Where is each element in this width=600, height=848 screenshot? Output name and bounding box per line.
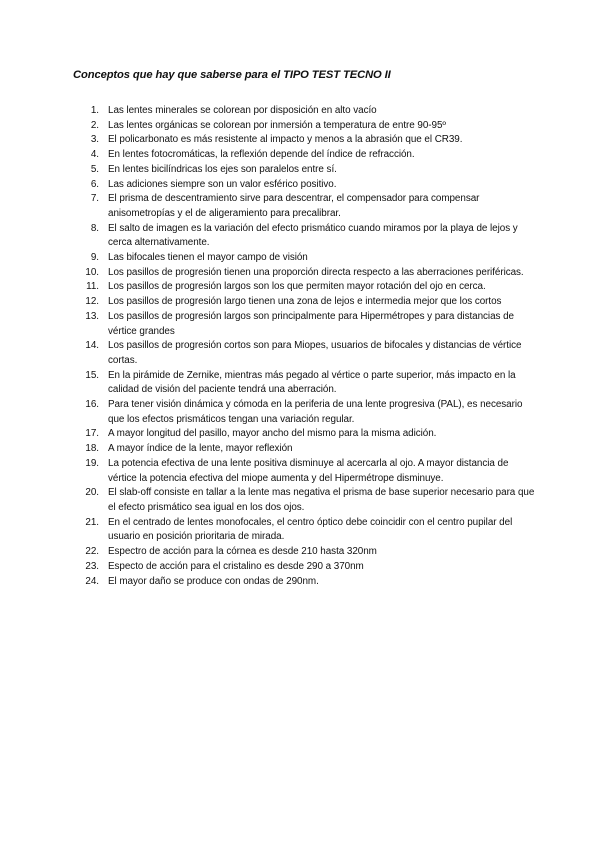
list-item — [78, 339, 538, 368]
list-item — [78, 310, 538, 339]
list-item-text: Las adiciones siempre son un valor esférico positivo. — [108, 178, 337, 190]
list-item — [78, 148, 538, 163]
list-item-text: A mayor índice de la lente, mayor reflexión — [108, 443, 293, 455]
list-item-number: 23. — [85, 560, 99, 572]
list-item — [78, 442, 538, 457]
list-item — [78, 545, 538, 560]
document-title: Conceptos que hay que saberse para el TIPO TEST TECNO II — [73, 69, 391, 81]
list-item-text: Las lentes minerales se colorean por disposición en alto vacío — [108, 105, 377, 116]
list-item-number: 13. — [85, 310, 99, 322]
list-item-number: 12. — [85, 296, 99, 308]
list-item — [78, 266, 538, 281]
list-item-number: 16. — [85, 399, 99, 411]
list-item — [78, 369, 538, 398]
list-item-number: 10. — [85, 266, 99, 278]
list-item-text: En el centrado de lentes monofocales, el centro óptico debe coincidir con el centro pupilar del usuario en posición prioritaria de mirada. — [108, 516, 513, 543]
list-item-number: 14. — [85, 340, 99, 352]
list-item — [78, 516, 538, 545]
list-item — [78, 178, 538, 193]
list-item-text: Los pasillos de progresión cortos son para Miopes, usuarios de bifocales y distancias de vértice cortas. — [108, 340, 522, 366]
list-item-text: En la pirámide de Zernike, mientras más pegado al vértice o parte superior, más impacto en la calidad de visión del paciente tendrá una aberración. — [108, 369, 516, 396]
list-item-text: En lentes fotocromáticas, la reflexión depende del índice de refracción. — [108, 149, 415, 161]
list-item-number: 19. — [85, 457, 99, 469]
list-item — [78, 486, 538, 515]
list-item — [78, 163, 538, 178]
list-item-number: 8. — [90, 222, 99, 234]
list-item-text: Especto de acción para el cristalino es desde 290 a 370nm — [108, 560, 364, 572]
list-item-number: 22. — [85, 546, 99, 558]
list-item — [78, 119, 538, 134]
list-item — [78, 457, 538, 486]
list-item — [78, 575, 538, 590]
list-item-number: 4. — [90, 149, 99, 161]
list-item-number: 18. — [85, 443, 99, 455]
list-item-text: Los pasillos de progresión largo tienen una zona de lejos e intermedia mejor que los cortos — [108, 296, 502, 308]
list-item-number: 7. — [90, 193, 99, 205]
list-item — [78, 133, 538, 148]
list-item-text: En lentes bicilíndricas los ejes son paralelos entre sí. — [108, 163, 337, 175]
list-item-number: 9. — [90, 252, 99, 264]
list-item-text: Los pasillos de progresión largos son principalmente para Hipermétropes y para distancias de vértice grandes — [108, 310, 514, 337]
list-item-number: 15. — [85, 369, 99, 381]
list-item-text: Las bifocales tienen el mayor campo de visión — [108, 252, 308, 264]
list-item — [78, 560, 538, 575]
list-item — [78, 295, 538, 310]
list-item-number: 3. — [90, 134, 99, 146]
list-item — [78, 251, 538, 266]
list-item-number: 1. — [90, 105, 99, 116]
list-item-text: El salto de imagen es la variación del efecto prismático cuando miramos por la playa de lejos y cerca alternativamente. — [108, 222, 518, 249]
list-item-text: Los pasillos de progresión tienen una proporción directa respecto a las aberraciones periféricas. — [108, 266, 524, 278]
list-item-text: A mayor longitud del pasillo, mayor ancho del mismo para la misma adición. — [108, 428, 437, 440]
list-item-number: 6. — [90, 178, 99, 190]
list-item-number: 11. — [86, 281, 99, 293]
list-item-text: El policarbonato es más resistente al impacto y menos a la abrasión que el CR39. — [108, 134, 463, 146]
list-item — [78, 398, 538, 427]
list-item-number: 2. — [90, 119, 99, 131]
list-item — [78, 222, 538, 251]
list-item — [78, 427, 538, 442]
list-item-text: Los pasillos de progresión largos son los que permiten mayor rotación del ojo en cerca. — [108, 281, 486, 293]
list-item-number: 20. — [85, 487, 99, 499]
list-item — [78, 192, 538, 221]
list-item-number: 21. — [85, 516, 99, 528]
list-item-text: El mayor daño se produce con ondas de 290nm. — [108, 575, 319, 587]
list-item-text: Espectro de acción para la córnea es desde 210 hasta 320nm — [108, 546, 377, 558]
list-item — [78, 280, 538, 295]
list-item-number: 5. — [90, 163, 99, 175]
list-item-text: El slab-off consiste en tallar a la lente mas negativa el prisma de base superior necesario para que el efecto prismático sea igual en los dos ojos. — [108, 487, 535, 513]
list-item-text: Las lentes orgánicas se colorean por inmersión a temperatura de entre 90-95º — [108, 119, 446, 131]
concept-list — [78, 104, 538, 589]
list-item-text: La potencia efectiva de una lente positiva disminuye al acercarla al ojo. A mayor distancia de vértice la potencia efectiva del miope aumenta y del Hipermétrope disminuye. — [108, 457, 509, 484]
list-item-text: Para tener visión dinámica y cómoda en la periferia de una lente progresiva (PAL), es necesario que los efectos prismáticos tengan una variación regular. — [108, 399, 523, 425]
list-item-number: 17. — [85, 428, 99, 440]
list-item — [78, 104, 538, 119]
list-item-number: 24. — [85, 575, 99, 587]
list-item-text: El prisma de descentramiento sirve para descentrar, el compensador para compensar anisometropías y el de aligeramiento para precalibrar. — [108, 193, 480, 219]
